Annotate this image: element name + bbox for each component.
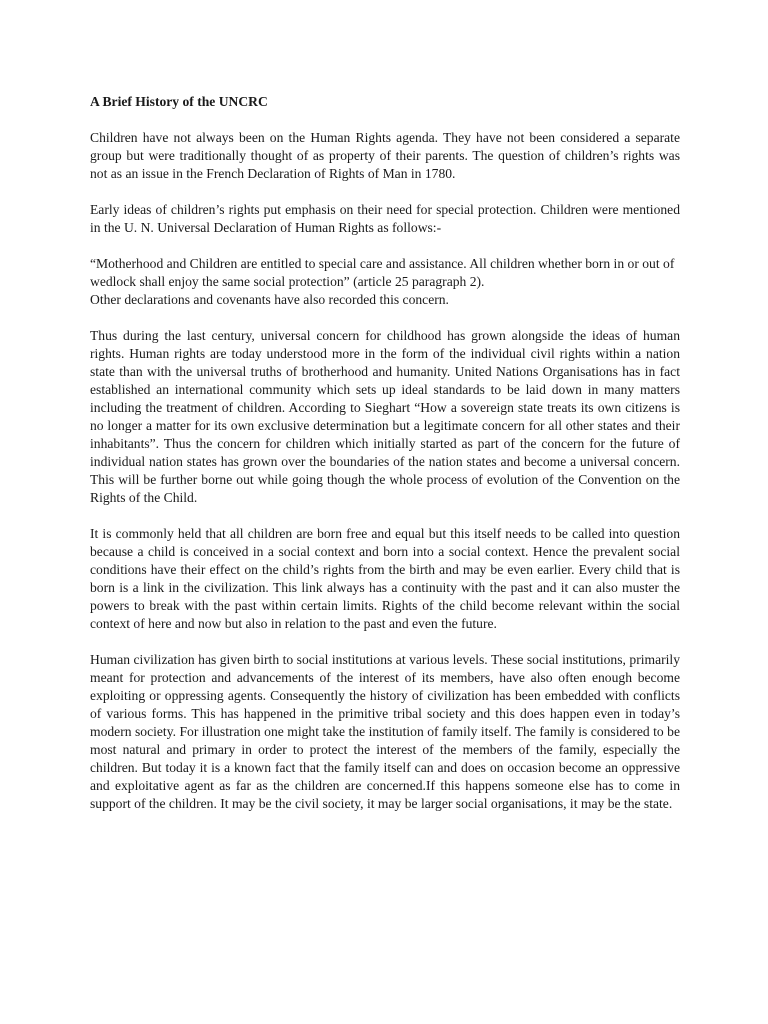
paragraph-early-ideas: Early ideas of children’s rights put emphasis on their need for special protection. Children were mentioned in the U. N. Universal Declaration of Human Rights as follows:-	[90, 202, 680, 235]
quote-block	[90, 255, 680, 309]
paragraph-social-institutions: Human civilization has given birth to social institutions at various levels. These social institutions, primarily meant for protection and advancements of the interest of its members, have also often enough become exploiting or oppressing agents. Consequently the history of civilization has been embedded with conflicts of various forms. This has happened in the primitive tribal society and this does happen even in today’s modern society. For illustration one might take the institution of family itself. The family is considered to be most natural and primary in order to protect the interest of the members of the family, especially the children. But today it is a known fact that the family itself can and does on occasion become an oppressive and exploitative agent as far as the children are concerned.If this happens someone else has to come in support of the children. It may be the civil society, it may be larger social organisations, it may be the state.	[90, 652, 680, 811]
quote-text: “Motherhood and Children are entitled to special care and assistance. All children whether born in or out of wedlock shall enjoy the same social protection” (article 25 paragraph 2).	[90, 256, 675, 289]
document-title: A Brief History of the UNCRC	[90, 94, 268, 109]
document-body	[90, 93, 680, 831]
paragraph-born-free: It is commonly held that all children are born free and equal but this itself needs to be called into question because a child is conceived in a social context and born into a social context. Hence the prevalent social conditions have their effect on the child’s rights from the birth and may be even earlier. Every child that is born is a link in the civilization. This link always has a continuity with the past and it can also muster the powers to break with the past within certain limits. Rights of the child become relevant within the social context of here and now but also in relation to the past and even the future.	[90, 526, 680, 631]
quote-followup: Other declarations and covenants have also recorded this concern.	[90, 292, 449, 307]
paragraph-universal-concern: Thus during the last century, universal concern for childhood has grown alongside the ideas of human rights. Human rights are today understood more in the form of the individual civil rights within a nation state than with the universal truths of brotherhood and humanity. United Nations Organisations has in fact established an international community which sets up ideal standards to be laid down in many matters including the treatment of children. According to Sieghart “How a sovereign state treats its own citizens is no longer a matter for its own exclusive determination but a legitimate concern for all other states and their inhabitants”. Thus the concern for children which initially started as part of the concern for the future of individual nation states has grown over the boundaries of the nation states and become a universal concern. This will be further borne out while going though the whole process of evolution of the Convention on the Rights of the Child.	[90, 328, 680, 505]
paragraph-intro: Children have not always been on the Human Rights agenda. They have not been considered a separate group but were traditionally thought of as property of their parents. The question of children’s rights was not as an issue in the French Declaration of Rights of Man in 1780.	[90, 130, 680, 181]
